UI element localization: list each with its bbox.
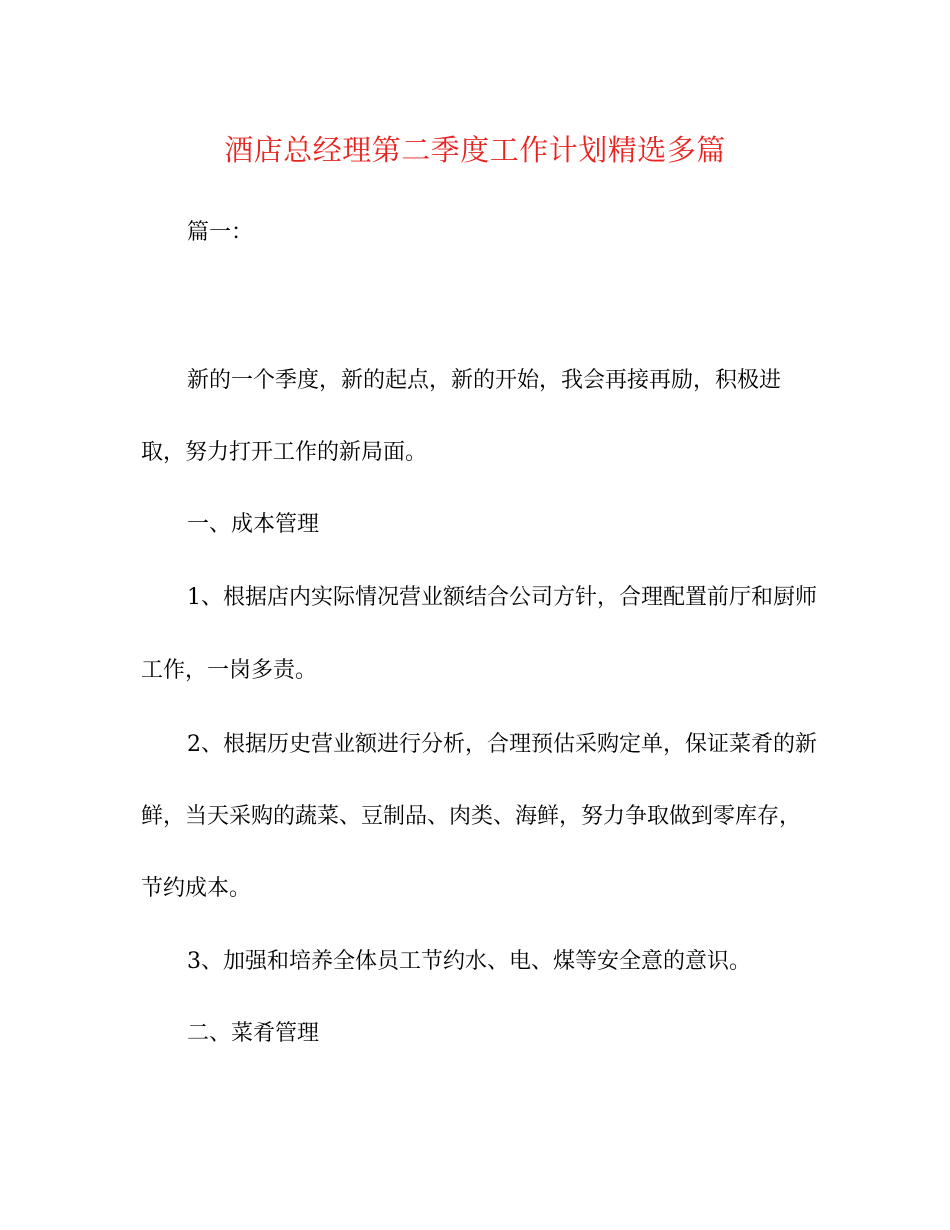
heading-dish-management: 二、菜肴管理 bbox=[187, 1021, 320, 1046]
heading-cost-management: 一、成本管理 bbox=[187, 512, 320, 537]
paragraph-line: 1、根据店内实际情况营业额结合公司方针，合理配置前厅和厨师 bbox=[187, 585, 817, 610]
paragraph-line: 鲜，当天采购的蔬菜、豆制品、肉类、海鲜，努力争取做到零库存， bbox=[141, 804, 802, 829]
paragraph-line: 新的一个季度，新的起点，新的开始，我会再接再励，积极进 bbox=[187, 368, 782, 393]
paragraph-line: 3、加强和培养全体员工节约水、电、煤等安全意的意识。 bbox=[187, 949, 751, 974]
document-title: 酒店总经理第二季度工作计划精选多篇 bbox=[224, 133, 726, 167]
paragraph-line: 取，努力打开工作的新局面。 bbox=[141, 440, 428, 465]
paragraph-line: 工作，一岗多责。 bbox=[141, 658, 318, 683]
paragraph-line: 2、根据历史营业额进行分析，合理预估采购定单，保证菜肴的新 bbox=[187, 732, 817, 757]
paragraph-line: 节约成本。 bbox=[141, 876, 252, 901]
section-label: 篇一： bbox=[187, 220, 254, 245]
